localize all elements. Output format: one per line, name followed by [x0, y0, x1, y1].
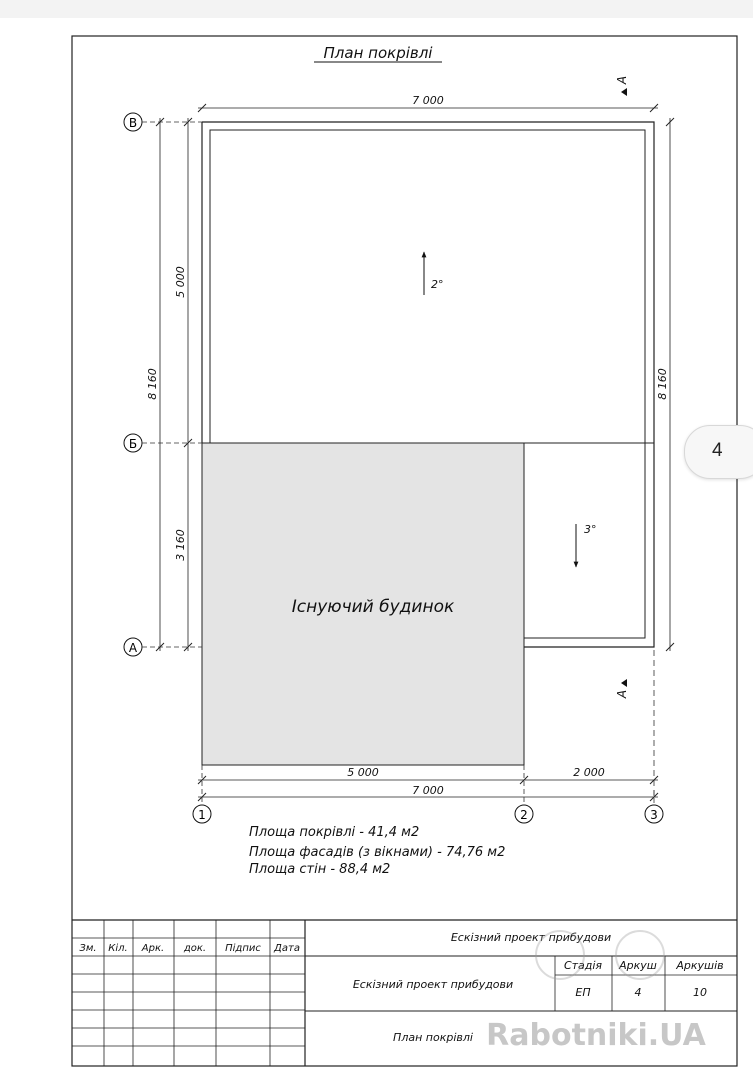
section-mark-top-icon [621, 88, 627, 96]
tb-header-data: Дата [274, 943, 300, 954]
tb-sheets-header: Аркушів [676, 959, 724, 972]
tb-project-mid: Ескізний проект прибудови [352, 978, 514, 991]
tb-header-pidpys: Підпис [225, 943, 261, 954]
right-dimensions [656, 118, 674, 651]
tb-header-zm: Зм. [79, 943, 97, 954]
title-block-headers [79, 942, 300, 954]
tb-sheets-value: 10 [693, 986, 707, 999]
top-dimension [198, 94, 658, 112]
axis-label-2: 2 [520, 808, 528, 822]
slope-label-upper: 2° [431, 278, 444, 291]
axis-label-a: А [128, 641, 138, 655]
dim-bottom-total: 7 000 [412, 784, 444, 797]
dim-left-total: 8 160 [146, 368, 159, 400]
dim-left-lower: 3 160 [174, 529, 187, 561]
note-wall-area: Площа стін - 88,4 м2 [249, 862, 391, 877]
tb-header-kil: Кіл. [108, 943, 128, 954]
note-facade-area: Площа фасадів (з вікнами) - 74,76 м2 [249, 845, 506, 860]
tb-header-ark: Арк. [141, 943, 165, 954]
tb-sheet-header: Аркуш [619, 959, 657, 972]
tb-stage-header: Стадія [563, 959, 603, 972]
dim-left-upper: 5 000 [174, 266, 187, 298]
dim-bottom-1-2: 5 000 [347, 766, 379, 779]
dim-top-width: 7 000 [412, 94, 444, 107]
tb-sheet-value: 4 [634, 986, 642, 999]
page-number-label: 4 [712, 440, 723, 461]
tb-stage-value: ЕП [575, 986, 591, 999]
axis-letters [124, 113, 202, 656]
slope-label-lower: 3° [584, 523, 597, 536]
section-label-top: А [615, 75, 629, 85]
tb-header-dok: док. [183, 943, 207, 954]
axis-label-3: 3 [650, 808, 658, 822]
axis-label-v: В [128, 116, 138, 130]
drawing-title: План покрівлі [323, 44, 433, 62]
dim-bottom-2-3: 2 000 [573, 766, 605, 779]
watermark-text: Rabotniki.UA [486, 1018, 706, 1053]
section-mark-bottom-icon [621, 679, 627, 687]
axis-label-b: Б [128, 437, 138, 451]
left-dimensions [146, 118, 192, 651]
section-label-bottom: А [615, 689, 629, 699]
page-number-indicator[interactable] [684, 425, 753, 479]
tb-project-top: Ескізний проект прибудови [450, 931, 612, 944]
dim-right-total: 8 160 [656, 368, 669, 400]
bottom-dimensions [198, 766, 658, 801]
axis-label-1: 1 [198, 808, 206, 822]
tb-sheet-title: План покрівлі [393, 1031, 473, 1044]
existing-house-label: Існуючий будинок [291, 597, 455, 617]
note-roof-area: Площа покрівлі - 41,4 м2 [249, 825, 420, 840]
